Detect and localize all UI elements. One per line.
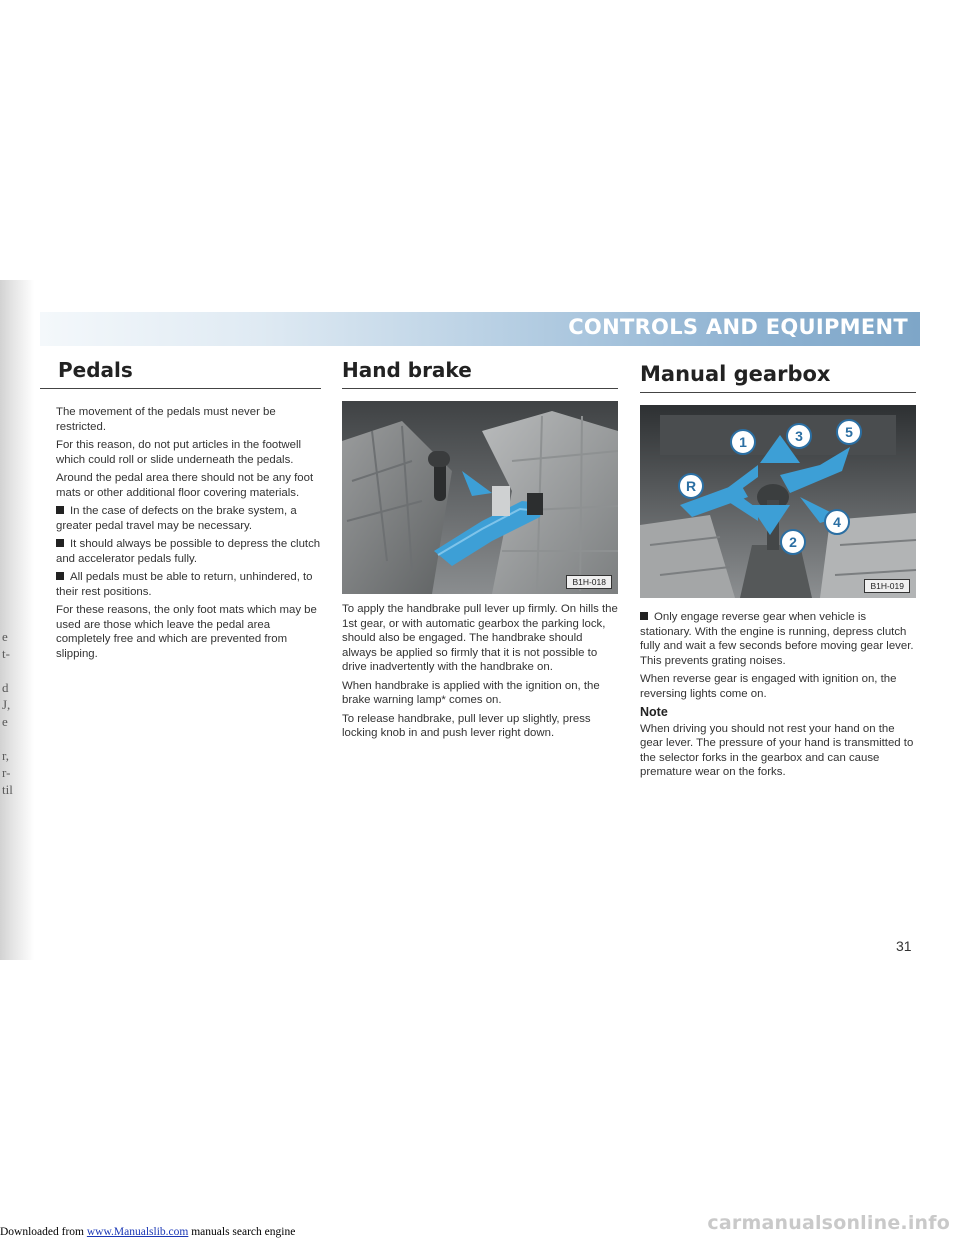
bleed-letter: e <box>2 714 8 729</box>
gearbox-bullet <box>640 610 916 668</box>
pedals-paragraph: The movement of the pedals must never be restricted. <box>56 406 276 433</box>
figure-code: B1H-018 <box>566 575 612 589</box>
pedals-paragraph: Around the pedal area there should not be any foot mats or other additional floor covering materials. <box>56 472 314 499</box>
source-suffix: manuals search engine <box>188 1226 296 1238</box>
pedals-section <box>40 358 321 665</box>
pedals-bullet-text: In the case of defects on the brake system, a greater pedal travel may be necessary. <box>56 505 297 532</box>
gear-reverse-marker: R <box>678 473 704 499</box>
handbrake-photo <box>342 401 618 594</box>
gear-4-marker: 4 <box>824 509 850 535</box>
pedals-paragraph: For this reason, do not put articles in the footwell which could roll or slide underneath the pedals. <box>56 439 302 466</box>
handbrake-paragraph: To apply the handbrake pull lever up firmly. On hills the 1st gear, or with automatic gearbox the parking lock, should also be engaged. The handbrake should always be applied so firmly that it is not possible to drive inadvertently with the handbrake on. <box>342 603 618 673</box>
gearbox-paragraph: When reverse gear is engaged with ignition on, the reversing lights come on. <box>640 673 897 700</box>
bleed-letter: til <box>2 782 13 797</box>
bleed-letter: r- <box>2 765 11 780</box>
gear-1-marker: 1 <box>730 429 756 455</box>
pedals-bullet <box>56 570 321 599</box>
bleed-letter <box>2 730 18 747</box>
note-heading: Note <box>640 705 668 719</box>
section-header-bar <box>40 312 920 346</box>
bleed-through-letters <box>2 628 18 798</box>
gear-3-marker: 3 <box>786 423 812 449</box>
pedals-body <box>40 405 321 661</box>
bleed-letter: r, <box>2 748 10 763</box>
source-prefix: Downloaded from <box>0 1226 87 1238</box>
pedals-closing: For these reasons, the only foot mats which may be used are those which leave the pedal area completely free and which are prevented from slipping. <box>56 604 317 660</box>
page-number: 31 <box>896 938 912 954</box>
manualslib-link[interactable]: www.Manualslib.com <box>86 1226 189 1238</box>
pedals-bullet <box>56 504 321 533</box>
bullet-square-icon <box>56 572 64 580</box>
gearbox-section <box>640 358 916 784</box>
pedals-bullet <box>56 537 321 566</box>
section-header-title: CONTROLS AND EQUIPMENT <box>568 315 908 339</box>
handbrake-illustration <box>342 401 618 594</box>
handbrake-title: Hand brake <box>342 358 618 389</box>
handbrake-body <box>342 602 618 741</box>
pedals-bullet-text: All pedals must be able to return, unhindered, to their rest positions. <box>56 571 313 598</box>
bleed-letter <box>2 662 18 679</box>
bullet-square-icon <box>56 506 64 514</box>
pedals-title: Pedals <box>40 358 321 389</box>
handbrake-paragraph: To release handbrake, pull lever up slightly, press locking knob in and push lever right down. <box>342 712 591 739</box>
bleed-letter: d <box>2 680 9 695</box>
gearbox-bullet-text: Only engage reverse gear when vehicle is stationary. With the engine is running, depress clutch fully and wait a few seconds before moving gear lever. This prevents grating noises. <box>640 611 914 667</box>
site-watermark: carmanualsonline.info <box>707 1212 950 1234</box>
bleed-letter: J, <box>2 697 11 712</box>
gearbox-note: When driving you should not rest your hand on the gear lever. The pressure of your hand is transmitted to the selector forks in the gearbox and can cause premature wear on the forks. <box>640 722 914 778</box>
page-binding-shadow <box>0 280 34 960</box>
gear-2-marker: 2 <box>780 529 806 555</box>
bleed-letter: t- <box>2 646 10 661</box>
download-source-line <box>0 1226 295 1238</box>
bullet-square-icon <box>640 612 648 620</box>
bullet-square-icon <box>56 539 64 547</box>
handbrake-section <box>342 358 618 745</box>
gear-5-marker: 5 <box>836 419 862 445</box>
pedals-bullet-text: It should always be possible to depress the clutch and accelerator pedals fully. <box>56 538 321 565</box>
gearbox-body <box>640 610 916 780</box>
gearbox-illustration <box>640 405 916 598</box>
gearbox-photo <box>640 405 916 598</box>
handbrake-paragraph: When handbrake is applied with the ignition on, the brake warning lamp* comes on. <box>342 679 600 706</box>
bleed-letter: e <box>2 629 8 644</box>
gearbox-title: Manual gearbox <box>640 362 916 393</box>
figure-code: B1H-019 <box>864 579 910 593</box>
